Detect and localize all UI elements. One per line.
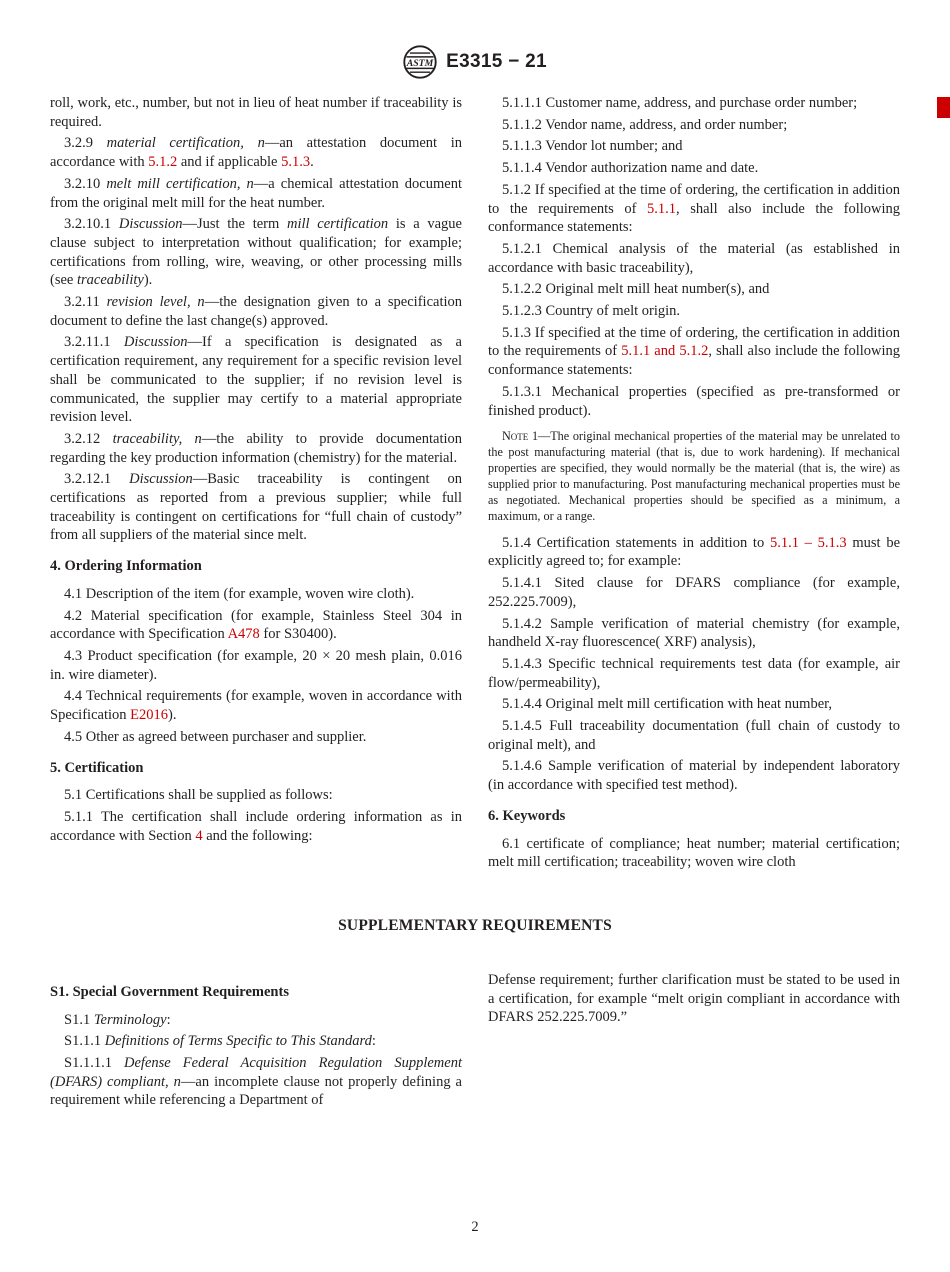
left-column bbox=[50, 94, 462, 875]
text-segment: melt mill certification, n bbox=[106, 175, 254, 192]
text-segment: 5.1.4.2 Sample verification of material chemistry (for example, handheld X-ray fluorescence( XRF) analysis), bbox=[488, 615, 900, 651]
text-segment: 3.2.10.1 bbox=[64, 216, 119, 233]
text-segment: S1.1.1.1 bbox=[64, 1055, 125, 1072]
text-segment: —If a specification is designated as a certification requirement, any requirement for a specific revision level shall be communicated to the supplier; if no revision level is communicated, the supplier may certify to a material appropriate revision level. bbox=[50, 334, 462, 426]
text-segment: material certification, n bbox=[106, 135, 265, 152]
text-segment: —an incomplete clause not properly defining a requirement while referencing a Department of bbox=[50, 1073, 462, 1109]
para-3-2-11 bbox=[50, 293, 462, 330]
text-segment: . bbox=[310, 154, 314, 171]
cross-reference-link[interactable]: 5.1.1 and 5.1.2 bbox=[621, 343, 709, 360]
para-s1-1-1 bbox=[50, 1032, 462, 1051]
text-segment: 5.1.3.1 Mechanical properties (specified as pre-transformed or finished product). bbox=[488, 383, 900, 419]
supplementary-requirements-title: SUPPLEMENTARY REQUIREMENTS bbox=[338, 916, 612, 934]
heading-section-s1 bbox=[50, 983, 462, 1002]
text-segment: Note 1— bbox=[502, 429, 551, 444]
para-5-1-2-2 bbox=[488, 280, 900, 299]
para-3-2-10 bbox=[50, 175, 462, 212]
supplementary-left-column bbox=[50, 971, 462, 1113]
text-segment: 5.1.4.4 Original melt mill certification with heat number, bbox=[502, 696, 833, 713]
text-segment: 3.2.9 bbox=[64, 135, 107, 152]
text-segment: traceability bbox=[76, 272, 144, 289]
astm-logo-icon bbox=[403, 45, 437, 79]
para-3-2-11-1 bbox=[50, 333, 462, 427]
text-segment: 5. Certification bbox=[50, 759, 144, 776]
text-segment: 5.1.3 If specified at the time of ordering, the certification in addition to the requirements of bbox=[488, 324, 900, 360]
text-segment: 5.1 Certifications shall be supplied as follows: bbox=[64, 787, 333, 804]
text-segment: 3.2.10 bbox=[64, 175, 107, 192]
cross-reference-link[interactable]: 5.1.3 bbox=[281, 154, 311, 171]
para-5-1-1-3 bbox=[488, 137, 900, 156]
text-segment: : bbox=[371, 1033, 376, 1050]
para-s1-1-1-1 bbox=[50, 1054, 462, 1110]
text-segment: is a vague clause subject to interpretation without qualification; for example; certifications from rolling, wire, weaving, or other processing mills (see bbox=[50, 216, 462, 289]
text-segment: 5.1.1 The certification shall include ordering information as in accordance with Section bbox=[50, 808, 462, 844]
text-segment: 4. Ordering Information bbox=[50, 558, 202, 575]
text-segment: 4.1 Description of the item (for example, woven wire cloth). bbox=[64, 585, 415, 602]
para-4-5 bbox=[50, 728, 462, 747]
para-5-1 bbox=[50, 786, 462, 805]
text-segment: for S30400). bbox=[259, 626, 337, 643]
text-segment: —a chemical attestation document from the original melt mill for the heat number. bbox=[50, 175, 462, 211]
para-5-1-4-5 bbox=[488, 717, 900, 754]
text-segment: S1. Special Government Requirements bbox=[50, 983, 289, 1000]
text-segment: 5.1.4.5 Full traceability documentation (full chain of custody to original melt), and bbox=[488, 718, 900, 753]
para-5-1-4-4 bbox=[488, 695, 900, 714]
text-segment: Discussion bbox=[118, 216, 183, 233]
para-continuation-s1 bbox=[488, 971, 900, 1027]
text-segment: —Basic traceability is contingent on certifications as reported from a previous supplier; while full traceability is contingent on certifications for “full chain of custody” from all suppliers of the material since melt. bbox=[50, 471, 462, 544]
text-segment: Discussion bbox=[129, 471, 193, 488]
para-3-2-12-1 bbox=[50, 470, 462, 545]
text-segment: 4.3 Product specification (for example, 20 × 20 mesh plain, 0.016 in. wire diameter). bbox=[50, 647, 462, 683]
text-segment: ). bbox=[168, 707, 177, 724]
para-4-4 bbox=[50, 687, 462, 724]
text-segment: , shall also include the following conformance statements: bbox=[488, 200, 900, 236]
supplementary-right-column bbox=[488, 971, 900, 1113]
cross-reference-link[interactable]: A478 bbox=[227, 626, 260, 643]
heading-section-4 bbox=[50, 557, 462, 576]
text-segment: 5.1.1.1 Customer name, address, and purchase order number; bbox=[502, 95, 858, 111]
text-segment: 6.1 certificate of compliance; heat number; material certification; melt mill certification; traceability; woven wire cloth bbox=[488, 835, 900, 871]
cross-reference-link[interactable]: 5.1.2 bbox=[148, 154, 178, 171]
cross-reference-link[interactable]: 5.1.1 bbox=[647, 200, 677, 217]
text-segment: 3.2.12 bbox=[64, 430, 113, 447]
para-continuation bbox=[50, 94, 462, 131]
para-5-1-4-6 bbox=[488, 757, 900, 794]
para-s1-1 bbox=[50, 1011, 462, 1030]
para-3-2-12 bbox=[50, 430, 462, 467]
para-5-1-2-1 bbox=[488, 240, 900, 277]
text-segment: 3.2.11.1 bbox=[64, 334, 124, 351]
svg-text:ASTM: ASTM bbox=[406, 57, 434, 69]
text-segment: S1.1 bbox=[64, 1011, 94, 1028]
text-segment: Defense requirement; further clarification must be stated to be used in a certification, for example “melt origin compliant in accordance with DFARS 252.225.7009.” bbox=[488, 971, 900, 1026]
cross-reference-link[interactable]: 5.1.1 – 5.1.3 bbox=[769, 534, 847, 551]
text-segment: 5.1.2.1 Chemical analysis of the material (as established in accordance with basic traceability), bbox=[488, 240, 900, 276]
para-5-1-4-1 bbox=[488, 574, 900, 611]
text-segment: ). bbox=[143, 272, 153, 289]
text-segment: Terminology bbox=[93, 1011, 167, 1028]
text-segment: 5.1.4 Certification statements in addition to bbox=[502, 534, 770, 551]
text-segment: 5.1.4.3 Specific technical requirements test data (for example, air flow/permeability), bbox=[488, 655, 900, 691]
text-segment: mill certification bbox=[286, 216, 389, 233]
text-segment: 5.1.1.4 Vendor authorization name and date. bbox=[502, 160, 759, 177]
document-header bbox=[50, 44, 900, 80]
para-5-1-2 bbox=[488, 181, 900, 237]
para-5-1-1-2 bbox=[488, 116, 900, 135]
para-5-1-1-1 bbox=[488, 94, 900, 113]
cross-reference-link[interactable]: 4 bbox=[195, 827, 203, 844]
text-segment: Definitions of Terms Specific to This Standard bbox=[104, 1033, 372, 1050]
text-segment: —the designation given to a specification document to define the last change(s) approved. bbox=[50, 294, 462, 329]
text-segment: S1.1.1 bbox=[64, 1033, 105, 1050]
text-segment: —an attestation document in accordance with bbox=[50, 135, 462, 171]
text-segment: 5.1.1.2 Vendor name, address, and order number; bbox=[502, 116, 788, 133]
cross-reference-link[interactable]: E2016 bbox=[130, 707, 168, 724]
text-segment: traceability, n bbox=[112, 430, 202, 447]
page-number: 2 bbox=[471, 1219, 479, 1235]
text-segment: 3.2.11 bbox=[64, 294, 107, 311]
page-footer bbox=[0, 1219, 950, 1236]
supplementary-content bbox=[50, 971, 900, 1113]
text-segment: 4.5 Other as agreed between purchaser and supplier. bbox=[64, 728, 367, 745]
heading-section-5 bbox=[50, 759, 462, 778]
text-segment: 4.4 Technical requirements (for example, woven in accordance with Specification bbox=[50, 688, 462, 724]
para-5-1-3 bbox=[488, 324, 900, 380]
para-5-1-2-3 bbox=[488, 302, 900, 321]
text-segment: 5.1.4.1 Sited clause for DFARS compliance (for example, 252.225.7009), bbox=[488, 575, 900, 610]
para-3-2-10-1 bbox=[50, 215, 462, 290]
standard-designation: E3315 − 21 bbox=[446, 51, 547, 72]
text-segment: roll, work, etc., number, but not in lieu of heat number if traceability is required. bbox=[50, 95, 462, 130]
text-segment: Discussion bbox=[123, 334, 188, 351]
text-segment: and if applicable bbox=[177, 154, 282, 171]
text-segment: 5.1.2.3 Country of melt origin. bbox=[502, 303, 681, 320]
text-segment: must be explicitly agreed to; for example: bbox=[488, 534, 900, 570]
para-4-1 bbox=[50, 585, 462, 604]
text-segment: 5.1.1.3 Vendor lot number; and bbox=[502, 138, 683, 155]
right-column bbox=[488, 94, 900, 875]
para-4-2 bbox=[50, 607, 462, 644]
text-segment: revision level, n bbox=[106, 294, 205, 311]
para-5-1-4-3 bbox=[488, 655, 900, 692]
change-marker-bar bbox=[937, 97, 950, 118]
para-5-1-1-4 bbox=[488, 159, 900, 178]
heading-section-6 bbox=[488, 807, 900, 826]
para-5-1-3-1 bbox=[488, 383, 900, 420]
text-segment: 5.1.4.6 Sample verification of material by independent laboratory (in accordance with specified test method). bbox=[488, 758, 900, 794]
main-content bbox=[50, 94, 900, 875]
text-segment: 4.2 Material specification (for example, Stainless Steel 304 in accordance with Specification bbox=[50, 607, 462, 643]
text-segment: : bbox=[166, 1011, 171, 1028]
note-1 bbox=[488, 429, 900, 524]
text-segment: 6. Keywords bbox=[488, 807, 566, 824]
text-segment: 5.1.2.2 Original melt mill heat number(s), and bbox=[502, 281, 770, 298]
text-segment: and the following: bbox=[202, 827, 313, 844]
text-segment: —the ability to provide documentation regarding the key production information (chemistry) for the material. bbox=[50, 430, 463, 466]
text-segment: —Just the term bbox=[182, 216, 287, 233]
text-segment: 3.2.12.1 bbox=[64, 471, 130, 488]
text-segment: The original mechanical properties of the material may be unrelated to the post manufacturing material (that is, due to work hardening). If mechanical properties are specified, they would normally be the material (that is, the wire) as supplied prior to manufacturing. Post manufacturing mechanical properties must be as negotiated. Mechanical properties should be specified as a minimum, a maximum, or a range. bbox=[488, 429, 901, 523]
para-5-1-1 bbox=[50, 808, 462, 845]
para-3-2-9 bbox=[50, 134, 462, 171]
text-segment: 5.1.2 If specified at the time of ordering, the certification in addition to the requirements of bbox=[488, 181, 900, 217]
para-4-3 bbox=[50, 647, 462, 684]
text-segment: , shall also include the following conformance statements: bbox=[488, 343, 901, 379]
text-segment: Defense Federal Acquisition Regulation Supplement (DFARS) compliant, n bbox=[50, 1055, 462, 1090]
para-5-1-4 bbox=[488, 534, 900, 571]
para-6-1 bbox=[488, 835, 900, 872]
para-5-1-4-2 bbox=[488, 615, 900, 652]
